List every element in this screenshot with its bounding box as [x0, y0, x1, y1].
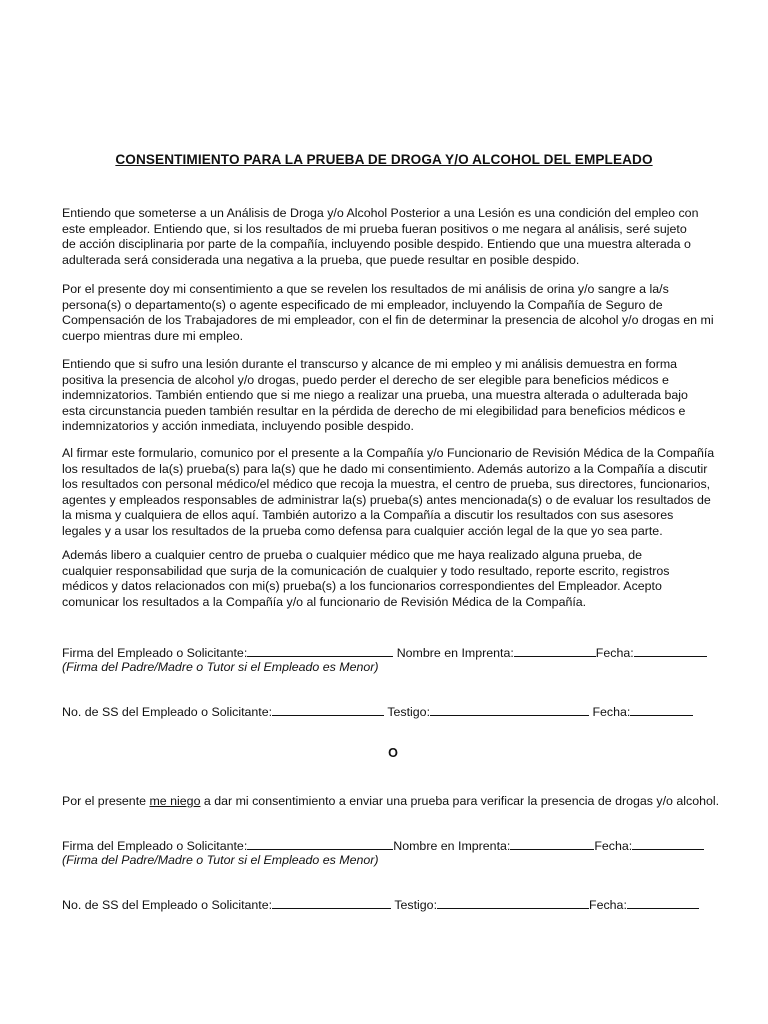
- paragraph-line: la misma y cualquiera de ellos aquí. También autorizo a la Compañía a discutir los resultados con sus asesores: [62, 508, 674, 522]
- paragraph-line: indemnizatorios. También entiendo que si me niego a realizar una prueba, una muestra alterada o adulterada bajo: [62, 388, 688, 402]
- paragraph-line: Entiendo que someterse a un Análisis de Droga y/o Alcohol Posterior a una Lesión es una condición del empleo con: [62, 206, 699, 220]
- paragraph-line: esta circunstancia pueden también resultar en la pérdida de derecho de mi elegibilidad para beneficios médicos e: [62, 403, 686, 418]
- paragraph-line: indemnizatorios y acción inmediata, incluyendo posible despido.: [62, 419, 414, 433]
- paragraph-4: [62, 446, 732, 539]
- paragraph-line: cuerpo mientras dure mi empleo.: [62, 328, 244, 343]
- paragraph-line: los resultados con personal médico/el médico que recoja la muestra, el centro de prueba, sus directores, funcionarios,: [62, 477, 711, 491]
- paragraph-line: adulterada será considerada una negativa a la prueba, que puede resultar en posible despido.: [62, 252, 580, 267]
- paragraph-line: los resultados de la(s) prueba(s) para la(s) que he dado mi consentimiento. Además autorizo a la Compañía a discutir: [62, 461, 708, 476]
- ssn-field[interactable]: [272, 704, 384, 716]
- print-name-field[interactable]: [510, 838, 594, 850]
- witness-label: Testigo:: [394, 898, 438, 912]
- consent-ssn-row: [62, 704, 693, 721]
- paragraph-line: médicos y datos relacionados con mi(s) prueba(s) a los funcionarios correspondientes del Empleador. Acepto: [62, 579, 662, 593]
- ssn-field[interactable]: [272, 897, 391, 909]
- paragraph-line: legales y a usar los resultados de la prueba como defensa para cualquier acción legal de la que yo sea parte.: [62, 523, 663, 538]
- witness-field[interactable]: [430, 704, 589, 716]
- signature-label: Firma del Empleado o Solicitante:: [62, 839, 248, 853]
- ssn-label: No. de SS del Empleado o Solicitante:: [62, 898, 273, 912]
- date-label: Fecha:: [594, 839, 633, 853]
- paragraph-3: [62, 357, 732, 435]
- guardian-note: (Firma del Padre/Madre o Tutor si el Empleado es Menor): [62, 853, 379, 867]
- paragraph-line: Compensación de los Trabajadores de mi empleador, con el fin de determinar la presencia de alcohol y/o drogas en mi: [62, 313, 714, 327]
- refusal-suffix: a dar mi consentimiento a enviar una prueba para verificar la presencia de drogas y/o alcohol.: [200, 794, 720, 808]
- document-title: CONSENTIMIENTO PARA LA PRUEBA DE DROGA Y/O ALCOHOL DEL EMPLEADO: [115, 152, 653, 167]
- refusal-statement: [62, 794, 719, 810]
- paragraph-line: Por el presente doy mi consentimiento a que se revelen los resultados de mi análisis de orina y/o sangre a la/s: [62, 282, 669, 296]
- paragraph-line: comunicar los resultados a la Compañía y/o al funcionario de Revisión Médica de la Compañía.: [62, 594, 587, 609]
- witness-field[interactable]: [437, 897, 589, 909]
- paragraph-line: agentes y empleados responsables de administrar la(s) prueba(s) antes mencionada(s) o de evaluar los resultados de: [62, 492, 711, 507]
- refusal-ssn-row: [62, 897, 699, 914]
- paragraph-line: Además libero a cualquier centro de prueba o cualquier médico que me haya realizado alguna prueba, de: [62, 548, 642, 562]
- print-name-label: Nombre en Imprenta:: [396, 646, 514, 660]
- date-field[interactable]: [634, 645, 707, 657]
- or-separator: O: [388, 746, 398, 760]
- date-label: Fecha:: [595, 646, 634, 660]
- paragraph-line: persona(s) o departamento(s) o agente especificado de mi empleador, incluyendo la Compañía de Seguro de: [62, 297, 663, 312]
- paragraph-line: positiva la presencia de alcohol y/o drogas, puedo perder el derecho de ser elegible para beneficios médicos e: [62, 372, 669, 387]
- signature-field[interactable]: [247, 645, 393, 657]
- paragraph-line: este empleador. Entiendo que, si los resultados de mi prueba fueran positivos o me negara al análisis, seré sujeto: [62, 221, 687, 236]
- paragraph-2: [62, 282, 732, 344]
- ssn-label: No. de SS del Empleado o Solicitante:: [62, 705, 273, 719]
- witness-label: Testigo:: [387, 705, 431, 719]
- date-field[interactable]: [632, 838, 704, 850]
- paragraph-line: de acción disciplinaria por parte de la compañía, incluyendo posible despido. Entiendo que una muestra alterada o: [62, 237, 691, 251]
- signature-field[interactable]: [247, 838, 393, 850]
- date-label: Fecha:: [589, 898, 627, 912]
- print-name-field[interactable]: [514, 645, 596, 657]
- signature-label: Firma del Empleado o Solicitante:: [62, 646, 248, 660]
- paragraph-5: [62, 548, 732, 610]
- paragraph-line: cualquier responsabilidad que surja de la comunicación de cualquier y todo resultado, reporte escrito, registros: [62, 563, 670, 578]
- date-field[interactable]: [627, 897, 699, 909]
- print-name-label: Nombre en Imprenta:: [393, 839, 511, 853]
- paragraph-line: Entiendo que si sufro una lesión durante el transcurso y alcance de mi empleo y mi análisis demuestra en forma: [62, 357, 678, 371]
- date-label: Fecha:: [592, 705, 631, 719]
- refusal-emphasis: me niego: [149, 794, 201, 808]
- paragraph-line: Al firmar este formulario, comunico por el presente a la Compañía y/o Funcionario de Revisión Médica de la Compañía: [62, 446, 715, 460]
- guardian-note: (Firma del Padre/Madre o Tutor si el Empleado es Menor): [62, 660, 379, 674]
- date-field[interactable]: [630, 704, 693, 716]
- paragraph-1: [62, 206, 732, 268]
- refusal-prefix: Por el presente: [62, 794, 150, 808]
